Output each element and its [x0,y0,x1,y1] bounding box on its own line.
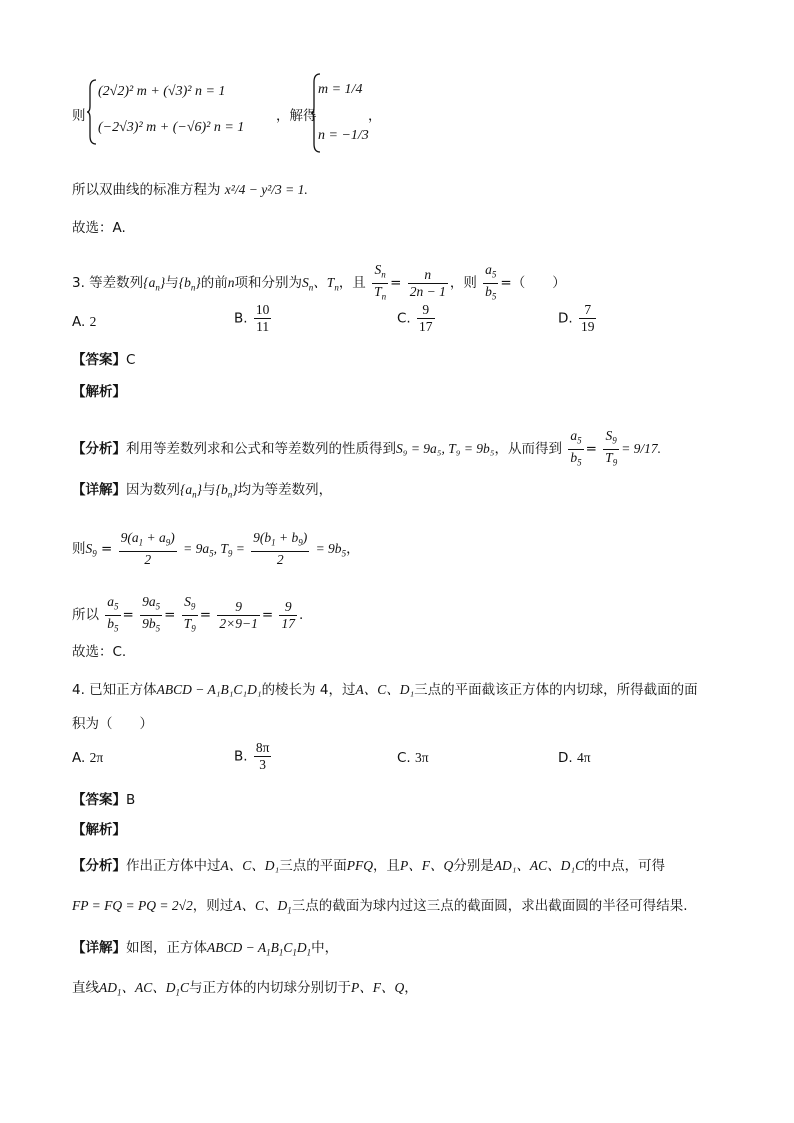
q4-stem-line2: 积为（ ） [72,716,153,732]
q4-answer: 【答案】B [72,792,136,808]
standard-eq: x²/4 − y²/3 = 1. [224,182,308,197]
sys-tail: ， [368,108,382,124]
q4-option-d: D. 4π [558,750,591,766]
q4-fenxi-line2: FP = FQ = PQ = 2√2，则过A、C、$D_1$三点的截面为球内过这三点的截面圆，求出截面圆的半径可得结果. [72,898,688,916]
standard-eq-line: 所以双曲线的标准方程为 x²/4 − y²/3 = 1. [72,182,308,198]
q3-xiangjie: 【详解】因为数列$\{a_n\}$与$\{b_n\}$均为等差数列， [72,482,333,500]
m-value: m = 1/4 [318,82,363,97]
choose-a: 故选：A. [72,220,126,236]
q3-fenxi: 【分析】利用等差数列求和公式和等差数列的性质得到S₉ = 9a₅, T₉ = 9b₅，从而得到 $\frac{a_5}{b_5}$ = $\frac{S_9}{T_9}$ = 9/17. [72,428,661,470]
sys1-row2: (−2√3)² m + (−√6)² n = 1 [98,120,245,135]
q3-step1: 则$S_9$ = $\frac{9(a_1 + a_9)}{2}$ = $9a_5$, $T_9$ = $\frac{9(b_1 + b_9)}{2}$ = $9b_5$， [72,530,360,567]
q4-option-c: C. 3π [397,750,429,766]
q4-line2: 直线$AD_1$、AC、$D_1C$与正方体的内切球分别切于P、F、Q， [72,980,418,998]
q3-step2: 所以 $\frac{a_5}{b_5}$ = $\frac{9a_5}{9b_5}$ = $\frac{S_9}{T_9}$ = $\frac{9}{2\times 9-1}$ = $\frac{9}{17}$ . [72,594,303,636]
n-value: n = −1/3 [318,128,369,143]
q4-option-b: B. $\frac{8\pi}{3}$ [234,740,270,772]
q4-stem-line1: 4. 已知正方体ABCD − A₁B₁C₁D₁的棱长为 4，过A、C、D₁三点的平面截该正方体的内切球，所得截面的面 [72,682,698,698]
sys-jiede: ，解得 [276,108,317,124]
q4-analysis-tag: 【解析】 [72,822,126,838]
q3-stem: 3. 等差数列$\{a_n\}$与$\{b_n\}$的前n项和分别为$S_n$、$T_n$，且 $\frac{S_n}{T_n}$ = $\frac{n}{2n - 1}$ ，则 $\frac{a_5}{b_5}$ =（ ） [72,262,566,304]
sys-ze: 则 [72,108,86,124]
q3-option-c: C. $\frac{9}{17}$ [397,302,433,334]
q4-fenxi-line1: 【分析】作出正方体中过A、C、D₁三点的平面PFQ，且P、F、Q分别是AD₁、AC、D₁C的中点，可得 [72,858,666,874]
q3-option-b: B. $\frac{10}{11}$ [234,302,270,334]
q3-option-d: D. $\frac{7}{19}$ [558,302,595,334]
q4-option-a: A. 2π [72,750,104,766]
q3-option-a: A. 2 [72,314,97,330]
left-brace-1 [86,78,98,146]
q3-answer: 【答案】C [72,352,136,368]
q3-analysis-tag: 【解析】 [72,384,126,400]
q4-xiangjie: 【详解】如图，正方体ABCD − $A_1B_1C_1D_1$中， [72,940,339,958]
sys1-row1: (2√2)² m + (√3)² n = 1 [98,84,226,99]
choose-c: 故选：C. [72,644,127,660]
